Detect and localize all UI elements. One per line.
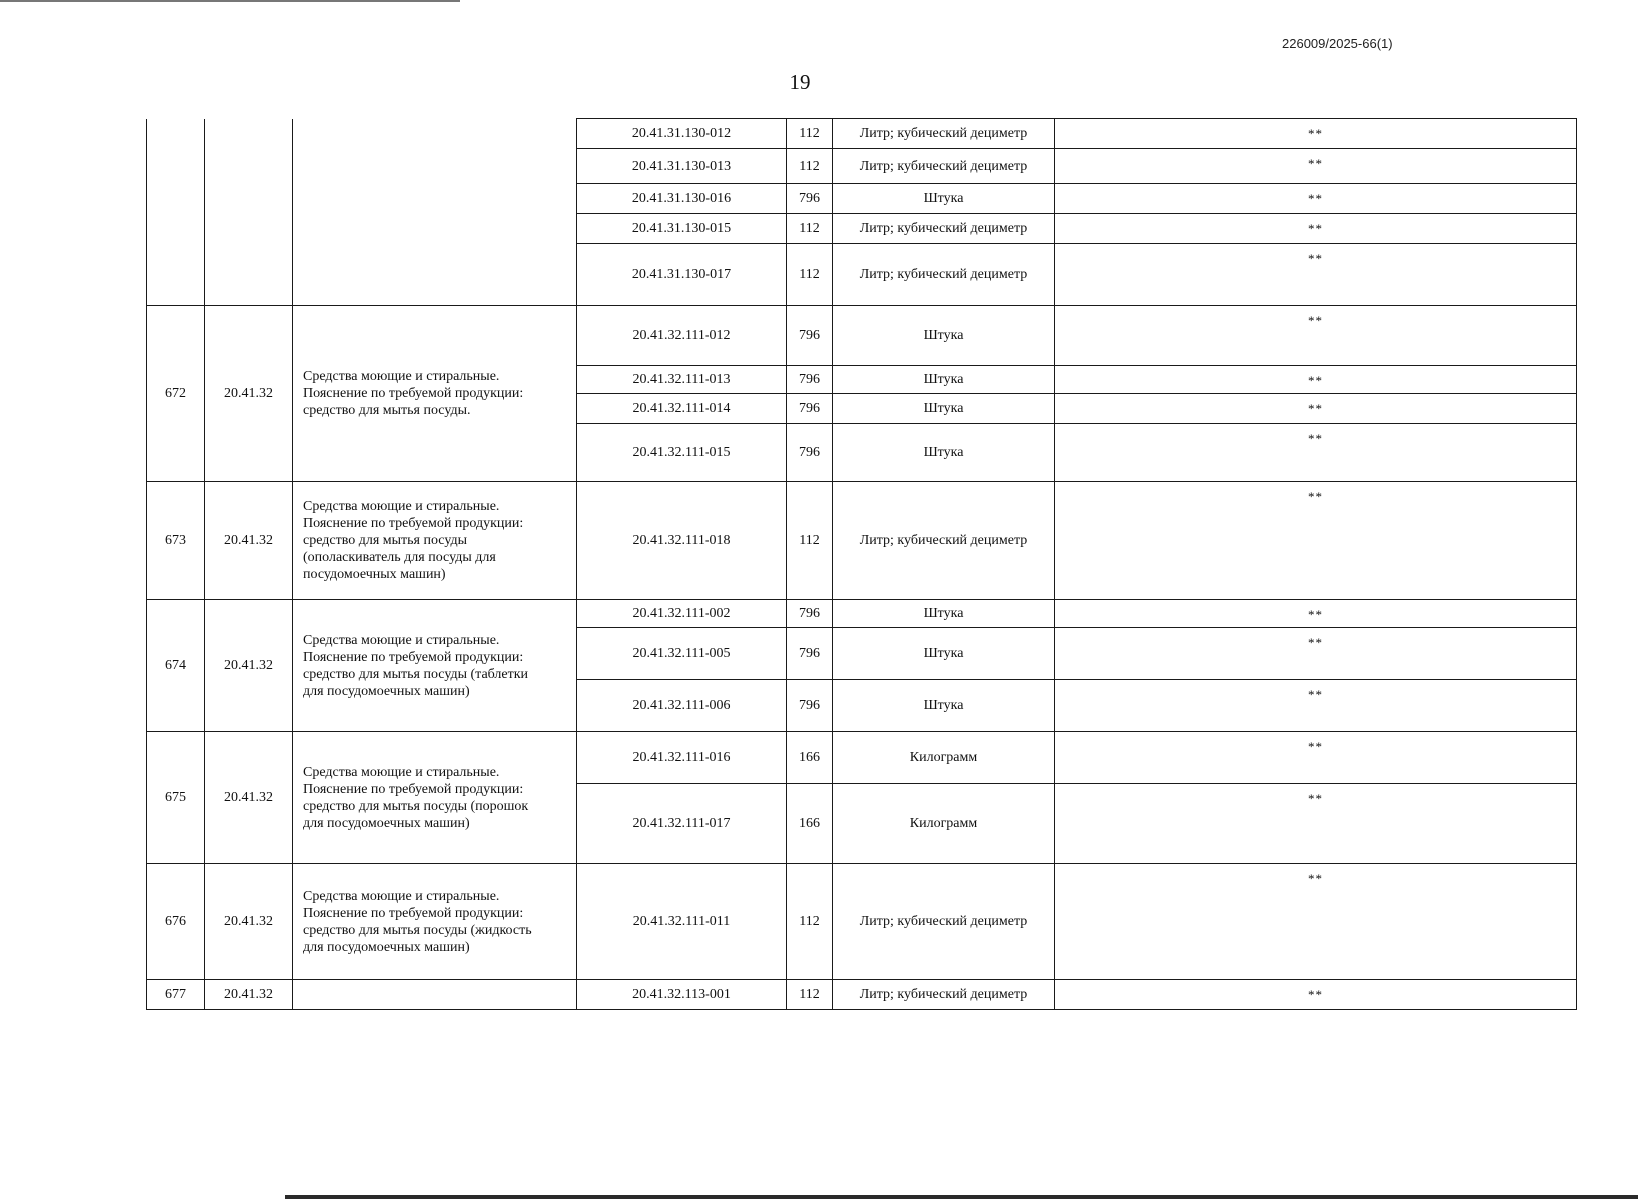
description-line: Средства моющие и стиральные. [303, 764, 500, 780]
ktru-code-cell: 20.41.31.130-015 [577, 214, 787, 244]
characteristics-mark-cell: ** [1055, 244, 1577, 306]
okei-code-cell: 112 [787, 214, 833, 244]
characteristics-mark-cell: ** [1055, 424, 1577, 482]
unit-name-cell: Штука [833, 600, 1055, 628]
description-line: Средства моющие и стиральные. [303, 632, 500, 648]
product-description-cell [293, 732, 577, 864]
product-description-cell [293, 980, 577, 1010]
characteristics-mark-cell: ** [1055, 214, 1577, 244]
unit-name-cell: Литр; кубический дециметр [833, 119, 1055, 149]
item-number-cell: 676 [147, 864, 205, 980]
products-table-body [147, 119, 1577, 1010]
description-line: средство для мытья посуды (таблетки [303, 666, 529, 682]
description-line: средство для мытья посуды. [303, 403, 471, 418]
unit-name-cell: Штука [833, 394, 1055, 424]
unit-name-cell: Литр; кубический дециметр [833, 149, 1055, 184]
okpd2-code-cell: 20.41.32 [205, 482, 293, 600]
description-line: Средства моющие и стиральные. [303, 499, 500, 514]
ktru-code-cell: 20.41.32.111-017 [577, 784, 787, 864]
okei-code-cell: 112 [787, 119, 833, 149]
okpd2-code-cell: 20.41.32 [205, 306, 293, 482]
table-row [147, 600, 1577, 628]
ktru-code-cell: 20.41.31.130-012 [577, 119, 787, 149]
okei-code-cell: 112 [787, 482, 833, 600]
okpd2-code-cell: 20.41.32 [205, 864, 293, 980]
okpd2-code-cell: 20.41.32 [205, 732, 293, 864]
description-line: (ополаскиватель для посуды для [303, 550, 496, 565]
description-line: для посудомоечных машин) [303, 939, 470, 955]
okpd2-code-cell: 20.41.32 [205, 600, 293, 732]
ktru-code-cell: 20.41.32.111-013 [577, 366, 787, 394]
description-line: Средства моющие и стиральные. [303, 888, 500, 904]
ktru-code-cell: 20.41.31.130-017 [577, 244, 787, 306]
unit-name-cell: Штука [833, 424, 1055, 482]
characteristics-mark-cell: ** [1055, 628, 1577, 680]
unit-name-cell: Литр; кубический дециметр [833, 980, 1055, 1010]
unit-name-cell: Килограмм [833, 732, 1055, 784]
okei-code-cell: 112 [787, 244, 833, 306]
description-line: средство для мытья посуды (жидкость [303, 922, 532, 938]
ktru-code-cell: 20.41.31.130-013 [577, 149, 787, 184]
document-number: 226009/2025-66(1) [1282, 36, 1393, 51]
unit-name-cell: Литр; кубический дециметр [833, 482, 1055, 600]
page-number: 19 [789, 70, 811, 94]
ktru-code-cell: 20.41.32.111-018 [577, 482, 787, 600]
ktru-code-cell: 20.41.32.111-002 [577, 600, 787, 628]
okei-code-cell: 796 [787, 184, 833, 214]
characteristics-mark-cell: ** [1055, 980, 1577, 1010]
okei-code-cell: 112 [787, 864, 833, 980]
characteristics-mark-cell: ** [1055, 482, 1577, 600]
ktru-code-cell: 20.41.31.130-016 [577, 184, 787, 214]
characteristics-mark-cell: ** [1055, 306, 1577, 366]
ktru-code-cell: 20.41.32.111-014 [577, 394, 787, 424]
description-line: Пояснение по требуемой продукции: [303, 516, 524, 531]
characteristics-mark-cell: ** [1055, 864, 1577, 980]
characteristics-mark-cell: ** [1055, 784, 1577, 864]
unit-name-cell: Килограмм [833, 784, 1055, 864]
okei-code-cell: 796 [787, 394, 833, 424]
item-number-cell: 677 [147, 980, 205, 1010]
characteristics-mark-cell: ** [1055, 394, 1577, 424]
description-line: для посудомоечных машин) [303, 815, 470, 831]
scan-edge-line-top [0, 0, 460, 2]
ktru-code-cell: 20.41.32.111-012 [577, 306, 787, 366]
okei-code-cell: 796 [787, 306, 833, 366]
product-description-cell [293, 482, 577, 600]
okei-code-cell: 166 [787, 784, 833, 864]
ktru-code-cell: 20.41.32.111-015 [577, 424, 787, 482]
okpd2-code-cell [205, 119, 293, 306]
unit-name-cell: Штука [833, 366, 1055, 394]
description-line: Пояснение по требуемой продукции: [303, 905, 524, 921]
description-line: средство для мытья посуды (порошок [303, 798, 529, 814]
okei-code-cell: 796 [787, 628, 833, 680]
characteristics-mark-cell: ** [1055, 149, 1577, 184]
ktru-code-cell: 20.41.32.111-005 [577, 628, 787, 680]
okei-code-cell: 166 [787, 732, 833, 784]
item-number-cell: 675 [147, 732, 205, 864]
unit-name-cell: Литр; кубический дециметр [833, 244, 1055, 306]
characteristics-mark-cell: ** [1055, 732, 1577, 784]
ktru-code-cell: 20.41.32.111-016 [577, 732, 787, 784]
characteristics-mark-cell: ** [1055, 119, 1577, 149]
table-row [147, 119, 1577, 149]
characteristics-mark-cell: ** [1055, 680, 1577, 732]
characteristics-mark-cell: ** [1055, 366, 1577, 394]
table-row [147, 482, 1577, 600]
okei-code-cell: 796 [787, 424, 833, 482]
product-description-cell [293, 119, 577, 306]
unit-name-cell: Литр; кубический дециметр [833, 864, 1055, 980]
description-line: Средства моющие и стиральные. [303, 369, 500, 384]
ktru-code-cell: 20.41.32.113-001 [577, 980, 787, 1010]
description-line: Пояснение по требуемой продукции: [303, 386, 524, 401]
okei-code-cell: 796 [787, 600, 833, 628]
products-table [146, 118, 1577, 1010]
table-row [147, 980, 1577, 1010]
table-row [147, 306, 1577, 366]
table-row [147, 732, 1577, 784]
unit-name-cell: Штука [833, 306, 1055, 366]
unit-name-cell: Литр; кубический дециметр [833, 214, 1055, 244]
unit-name-cell: Штука [833, 680, 1055, 732]
scan-edge-line-bottom [285, 1195, 1638, 1199]
product-description-cell [293, 864, 577, 980]
description-line: посудомоечных машин) [303, 567, 446, 582]
description-line: для посудомоечных машин) [303, 683, 470, 699]
ktru-code-cell: 20.41.32.111-011 [577, 864, 787, 980]
item-number-cell: 672 [147, 306, 205, 482]
unit-name-cell: Штука [833, 184, 1055, 214]
product-description-cell [293, 600, 577, 732]
okei-code-cell: 796 [787, 366, 833, 394]
characteristics-mark-cell: ** [1055, 184, 1577, 214]
okei-code-cell: 796 [787, 680, 833, 732]
okei-code-cell: 112 [787, 980, 833, 1010]
okpd2-code-cell: 20.41.32 [205, 980, 293, 1010]
description-line: средство для мытья посуды [303, 533, 467, 548]
description-line: Пояснение по требуемой продукции: [303, 781, 524, 797]
characteristics-mark-cell: ** [1055, 600, 1577, 628]
item-number-cell [147, 119, 205, 306]
item-number-cell: 673 [147, 482, 205, 600]
okei-code-cell: 112 [787, 149, 833, 184]
item-number-cell: 674 [147, 600, 205, 732]
product-description-cell [293, 306, 577, 482]
ktru-code-cell: 20.41.32.111-006 [577, 680, 787, 732]
table-row [147, 864, 1577, 980]
description-line: Пояснение по требуемой продукции: [303, 649, 524, 665]
unit-name-cell: Штука [833, 628, 1055, 680]
